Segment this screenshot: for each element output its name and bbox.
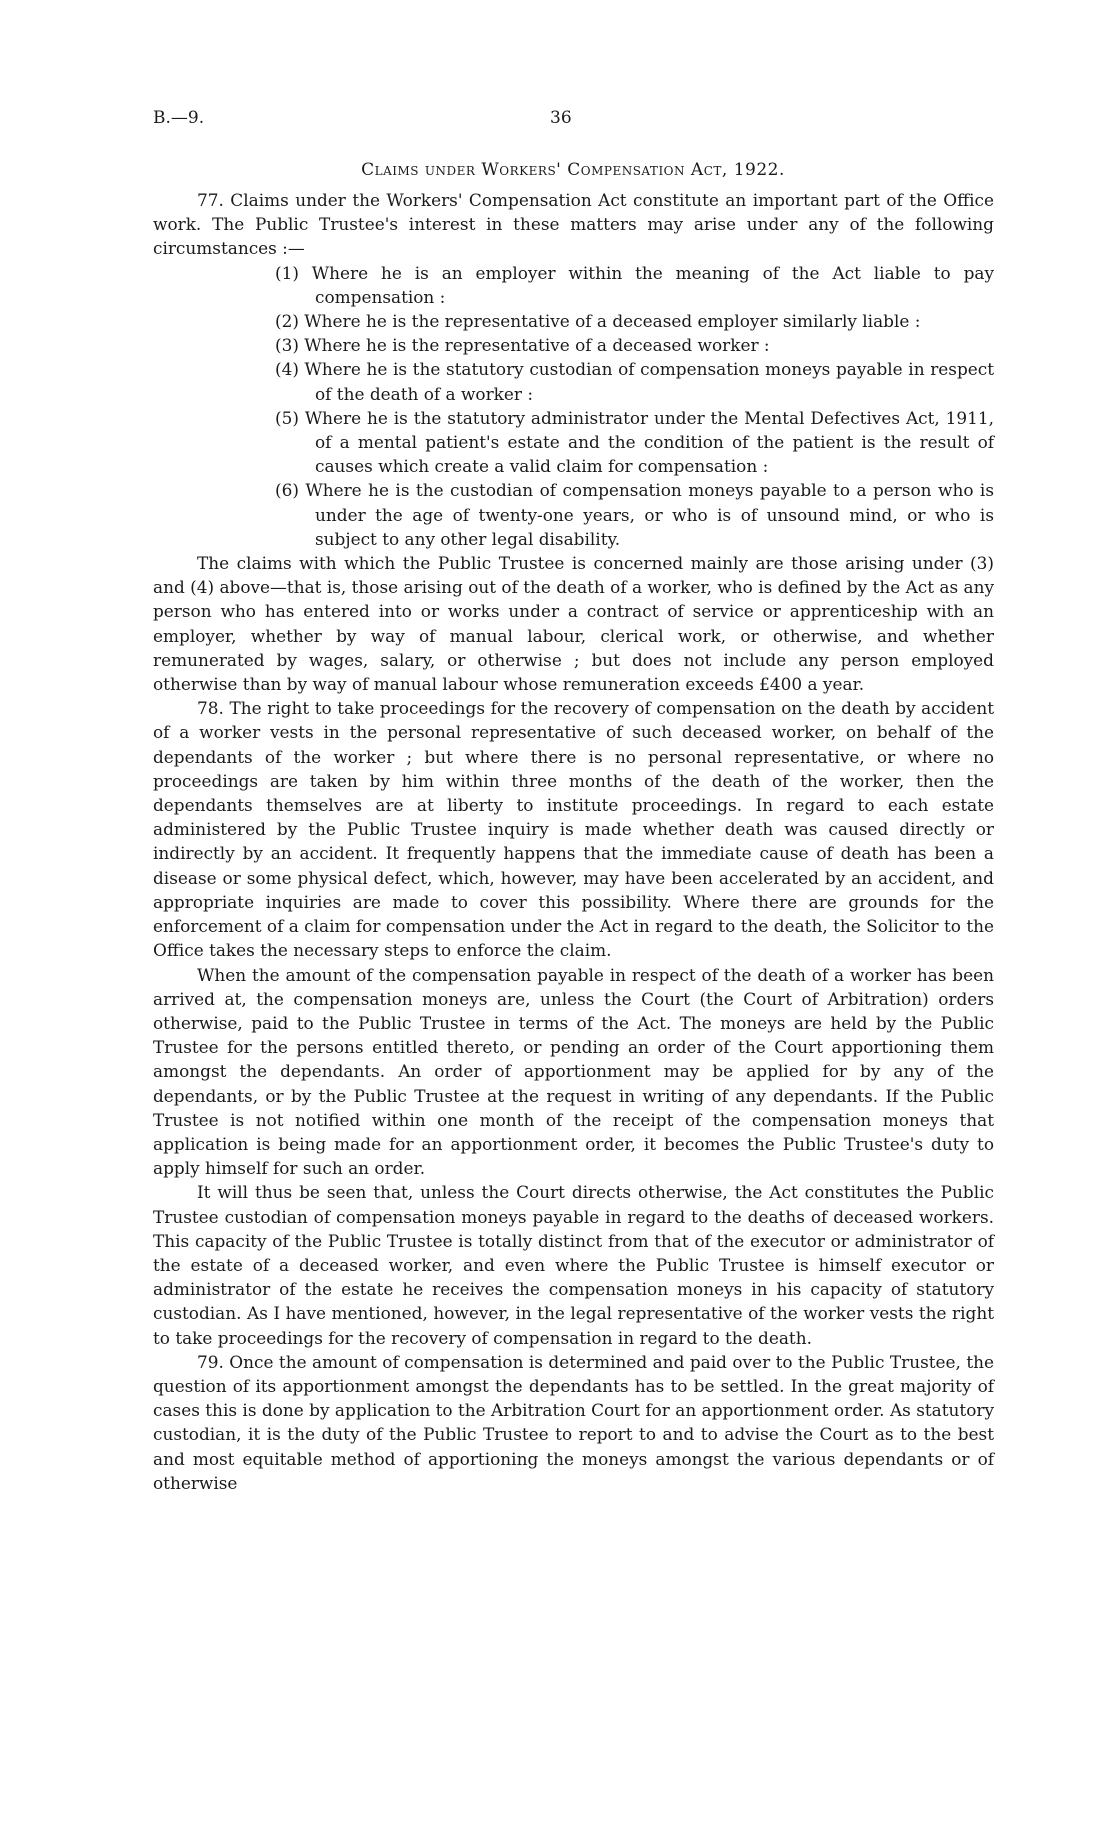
circumstance-item: (3) Where he is the representative of a deceased worker : [275, 335, 770, 356]
circumstance-item: (6) Where he is the custodian of compensation moneys payable to a person who is under the age of twenty-one years, or who is of unsound mind, or who is subject to any other legal disability. [275, 480, 994, 549]
paragraph-78-custodian: It will thus be seen that, unless the Court directs otherwise, the Act constitutes the Public Trustee custodian of compensation moneys payable in regard to the deaths of deceased workers. This capacity of the Public Trustee is totally distinct from that of the executor or administrator of the estate of a deceased worker, and even where the Public Trustee is himself executor or administrator of the estate he receives the compensation moneys in his capacity of statutory custodian. As I have mentioned, however, in the legal representative of the worker vests the right to take proceedings for the recovery of compensation in regard to the death. [153, 1182, 994, 1348]
section-title: Claims under Workers' Compensation Act, 1922. [361, 160, 785, 180]
paragraph-78-compensation: When the amount of the compensation payable in respect of the death of a worker has been arrived at, the compensation moneys are, unless the Court (the Court of Arbitration) orders otherwise, paid to the Public Trustee in terms of the Act. The moneys are held by the Public Trustee for the persons entitled thereto, or pending an order of the Court apportioning them amongst the dependants. An order of apportionment may be applied for by any of the dependants, or by the Public Trustee at the request in writing of any dependants. If the Public Trustee is not notified within one month of the receipt of the compensation moneys that application is being made for an apportionment order, it becomes the Public Trustee's duty to apply himself for such an order. [153, 964, 994, 1179]
circumstance-item: (2) Where he is the representative of a deceased employer similarly liable : [275, 311, 921, 332]
circumstance-item: (5) Where he is the statutory administrator under the Mental Defectives Act, 1911, of a mental patient's estate and the condition of the patient is the result of causes which create a valid claim for compensation : [275, 407, 994, 477]
document-code: B.—9. [153, 108, 205, 128]
paragraph-79: 79. Once the amount of compensation is determined and paid over to the Public Trustee, the question of its apportionment amongst the dependants has to be settled. In the great majority of cases this is done by application to the Arbitration Court for an apportionment order. As statutory custodian, it is the duty of the Public Trustee to report to and to advise the Court as to the best and most equitable method of apportioning the moneys amongst the various dependants or of otherwise [153, 1351, 994, 1493]
paragraph-77-intro: 77. Claims under the Workers' Compensation Act constitute an important part of the Office work. The Public Trustee's interest in these matters may arise under any of the following circumstances :— [153, 190, 994, 259]
paragraph-78: 78. The right to take proceedings for the recovery of compensation on the death by accident of a worker vests in the personal representative of such deceased worker, on behalf of the dependants of the worker ; but where there is no personal representative, or where no proceedings are taken by him within three months of the death of the worker, then the dependants themselves are at liberty to institute proceedings. In regard to each estate administered by the Public Trustee inquiry is made whether death was caused directly or indirectly by an accident. It frequently happens that the immediate cause of death has been a disease or some physical defect, which, however, may have been accelerated by an accident, and appropriate inquiries are made to cover this possibility. Where there are grounds for the enforcement of a claim for compensation under the Act in regard to the death, the Solicitor to the Office takes the necessary steps to enforce the claim. [153, 698, 994, 961]
paragraph-77-follow: The claims with which the Public Trustee is concerned mainly are those arising under (3) and (4) above—that is, those arising out of the death of a worker, who is defined by the Act as any person who has entered into or works under a contract of service or apprenticeship with an employer, whether by way of manual labour, clerical work, or otherwise, and whether remunerated by wages, salary, or otherwise ; but does not include any person employed otherwise than by way of manual labour whose remuneration exceeds £400 a year. [153, 553, 994, 695]
circumstances-list [153, 261, 994, 551]
document-body [153, 188, 994, 1495]
circumstance-item: (1) Where he is an employer within the meaning of the Act liable to pay compensation : [275, 262, 994, 307]
circumstance-item: (4) Where he is the statutory custodian of compensation moneys payable in respect of the death of a worker : [275, 359, 994, 404]
page-number: 36 [550, 108, 572, 128]
